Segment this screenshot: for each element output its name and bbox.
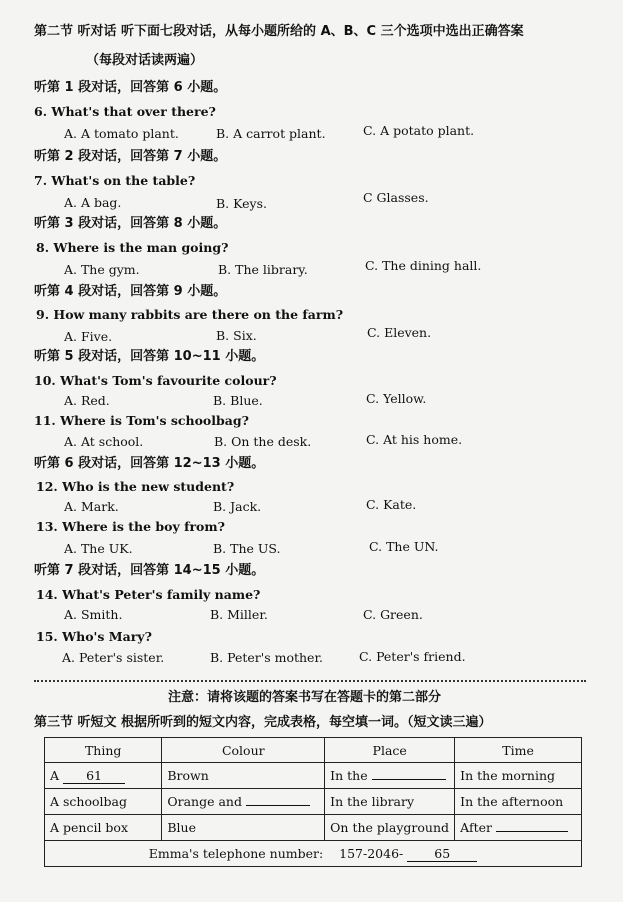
cell-thing-3: A pencil box [45,815,162,841]
thing-prefix: A [50,767,60,783]
cell-colour-2 [162,789,325,815]
instruction-7: 听第 7 段对话，回答第 14~15 小题。 [34,563,265,578]
question-15: 15. Who's Mary? [36,629,152,644]
q14-option-b: B. Miller. [210,607,268,622]
header-time: Time [455,738,582,763]
header-colour: Colour [162,738,325,763]
question-12: 12. Who is the new student? [36,479,235,494]
q6-option-a: A. A tomato plant. [64,126,179,141]
question-14: 14. What's Peter's family name? [36,587,261,602]
q9-option-c: C. Eleven. [367,325,432,340]
q10-option-c: C. Yellow. [366,391,427,406]
instruction-1: 听第 1 段对话，回答第 6 小题。 [34,80,227,95]
instruction-4: 听第 4 段对话，回答第 9 小题。 [34,284,227,299]
table-row [45,815,582,841]
q14-option-a: A. Smith. [64,607,123,622]
answer-table [44,737,582,867]
q13-option-b: B. The US. [213,541,281,556]
instruction-5: 听第 5 段对话，回答第 10~11 小题。 [34,349,265,364]
cell-thing-1 [45,763,162,789]
q13-option-c: C. The UN. [369,539,439,554]
q12-option-b: B. Jack. [213,499,262,514]
question-8: 8. Where is the man going? [36,240,229,255]
notice: 注意：请将该题的答案书写在答题卡的第二部分 [168,690,442,705]
section2-subheading: （每段对话读两遍） [86,53,204,68]
q15-option-c: C. Peter's friend. [359,649,466,664]
blank-61[interactable]: 61 [63,768,125,784]
q7-option-c: C Glasses. [363,190,429,205]
separator-dotted-line [34,680,586,682]
cell-time-2: In the afternoon [455,789,582,815]
question-6: 6. What's that over there? [34,104,216,119]
blank-65[interactable]: 65 [407,846,477,862]
instruction-3: 听第 3 段对话，回答第 8 小题。 [34,216,227,231]
question-10: 10. What's Tom's favourite colour? [34,373,277,388]
q11-option-b: B. On the desk. [214,434,312,449]
colour-prefix: Orange and [167,794,242,809]
cell-thing-2: A schoolbag [45,789,162,815]
q13-option-a: A. The UK. [64,541,133,556]
q12-option-c: C. Kate. [366,497,417,512]
q12-option-a: A. Mark. [64,499,119,514]
instruction-2: 听第 2 段对话，回答第 7 小题。 [34,149,227,164]
blank-63[interactable] [246,805,310,806]
q6-option-c: C. A potato plant. [363,123,475,138]
question-11: 11. Where is Tom's schoolbag? [34,413,249,428]
place-prefix: In the [330,768,368,783]
question-13: 13. Where is the boy from? [36,519,225,534]
cell-colour-1: Brown [162,763,325,789]
q10-option-b: B. Blue. [213,393,263,408]
cell-colour-3: Blue [162,815,325,841]
q8-option-b: B. The library. [218,262,308,277]
phone-cell [45,841,582,867]
cell-time-1: In the morning [455,763,582,789]
question-9: 9. How many rabbits are there on the farm? [36,307,344,322]
table-row [45,763,582,789]
q11-option-a: A. At school. [64,434,144,449]
section2-heading: 第二节 听对话 听下面七段对话，从每小题所给的 A、B、C 三个选项中选出正确答案 [34,24,524,39]
phone-label: Emma's telephone number: [148,845,324,861]
blank-62[interactable] [372,779,446,780]
header-place: Place [325,738,455,763]
cell-place-3: On the playground [325,815,455,841]
table-row-phone [45,841,582,867]
cell-place-1 [325,763,455,789]
question-7: 7. What's on the table? [34,173,196,188]
cell-time-3 [455,815,582,841]
blank-64[interactable] [496,831,568,832]
q9-option-b: B. Six. [216,328,257,343]
q8-option-c: C. The dining hall. [365,258,482,273]
phone-prefix: 157-2046- [339,845,404,861]
q9-option-a: A. Five. [64,329,113,344]
table-header-row [45,738,582,763]
q7-option-b: B. Keys. [216,196,267,211]
cell-place-2: In the library [325,789,455,815]
q11-option-c: C. At his home. [366,432,463,447]
q14-option-c: C. Green. [363,607,423,622]
q15-option-b: B. Peter's mother. [210,650,324,665]
q8-option-a: A. The gym. [64,262,140,277]
q10-option-a: A. Red. [64,393,110,408]
section3-heading: 第三节 听短文 根据所听到的短文内容，完成表格，每空填一词。（短文读三遍） [34,715,492,730]
q6-option-b: B. A carrot plant. [216,126,326,141]
q7-option-a: A. A bag. [64,195,122,210]
table-row [45,789,582,815]
time-prefix: After [460,820,492,835]
q15-option-a: A. Peter's sister. [62,650,165,665]
header-thing: Thing [45,738,162,763]
instruction-6: 听第 6 段对话，回答第 12~13 小题。 [34,456,265,471]
